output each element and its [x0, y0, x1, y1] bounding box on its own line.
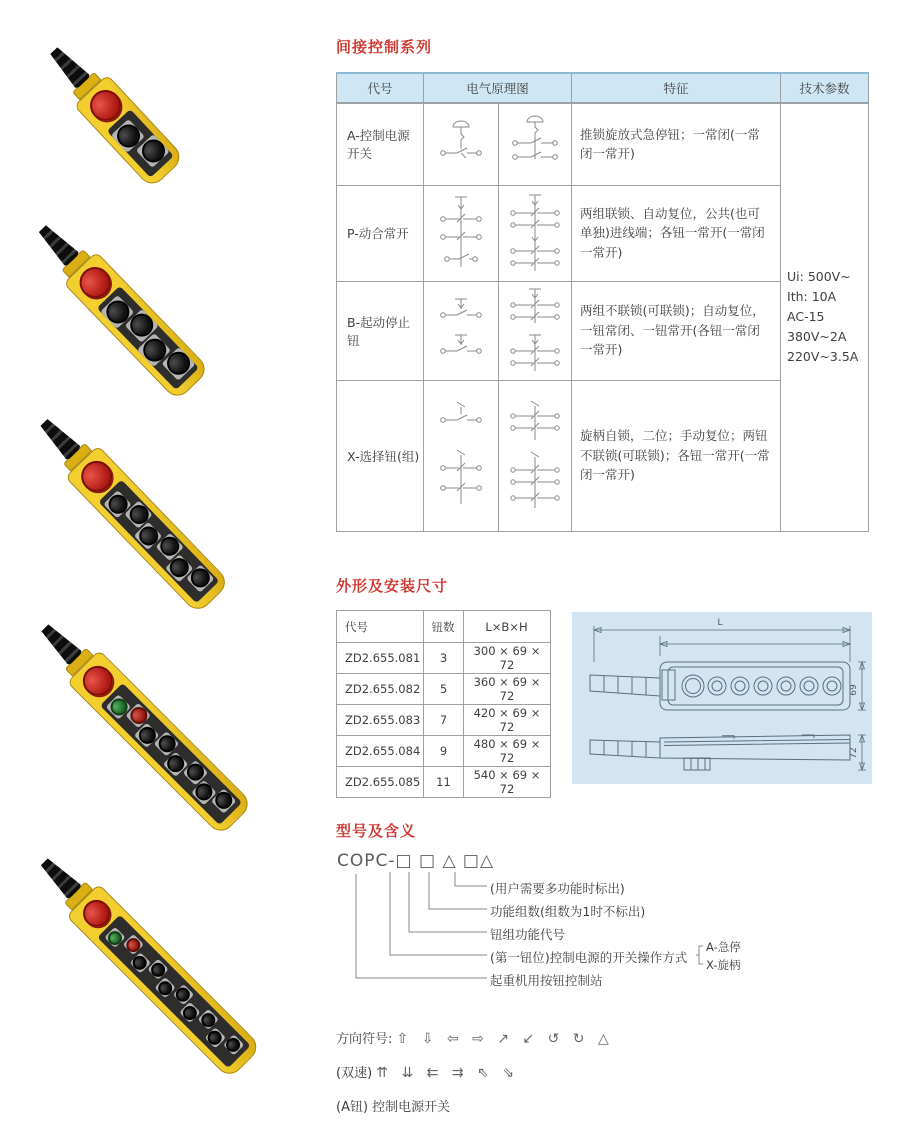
- table-row: ZD2.655.085 11 540 × 69 × 72: [337, 767, 551, 798]
- schematic-x-double: [499, 380, 572, 531]
- model-code-display: COPC-□ □ △ □△: [337, 851, 495, 871]
- pendant-body: [66, 883, 262, 1079]
- indirect-control-table: [336, 72, 869, 532]
- code-cell: X-选择钮(组): [337, 380, 424, 531]
- schematic-b-double: [499, 281, 572, 380]
- schematic-a-single: [424, 103, 499, 185]
- pendant-body: [65, 445, 231, 614]
- model-label-group-count: 功能组数(组数为1时不标出): [490, 904, 646, 919]
- header-button-count: 钮数: [424, 611, 464, 643]
- a-button-note: (A钮) 控制电源开关: [336, 1100, 451, 1115]
- pendant-body: [74, 74, 185, 189]
- dim-height-label: 72: [849, 747, 859, 759]
- table-row: ZD2.655.083 7 420 × 69 × 72: [337, 705, 551, 736]
- pendant-photo-7-button: [27, 406, 230, 614]
- dimensions-table: [336, 610, 551, 798]
- table-header-row: [337, 73, 869, 103]
- black-push-button[interactable]: [205, 1028, 225, 1048]
- schematic-p-single: [424, 185, 499, 281]
- header-tech: 技术参数: [781, 73, 869, 103]
- schematic-b-single: [424, 281, 499, 380]
- button-recess: [98, 479, 219, 603]
- schematic-p-double: [499, 185, 572, 281]
- code-cell: P-动合常开: [337, 185, 424, 281]
- button-recess: [100, 683, 242, 825]
- model-label-function-code: 钮组功能代号: [490, 927, 566, 942]
- schematic-a-double: [499, 103, 572, 185]
- button-recess: [97, 286, 199, 390]
- header-schematic: 电气原理图: [424, 73, 572, 103]
- button-plate: [222, 1034, 243, 1055]
- pendant-body: [67, 650, 254, 837]
- header-lbh: L×B×H: [464, 611, 551, 643]
- black-push-button[interactable]: [148, 959, 168, 979]
- red-push-button[interactable]: [123, 934, 143, 954]
- table-header-row: [337, 611, 551, 643]
- black-push-button[interactable]: [223, 1035, 243, 1055]
- table-row: ZD2.655.084 9 480 × 69 × 72: [337, 736, 551, 767]
- code-cell: B-起动停止钮: [337, 281, 424, 380]
- header-code: 代号: [337, 73, 424, 103]
- black-push-button[interactable]: [180, 1003, 200, 1023]
- table-row: ZD2.655.082 5 360 × 69 × 72: [337, 674, 551, 705]
- feature-cell: 两组联锁、自动复位，公共(也可单独)进线端；各钮一常开(一常闭一常开): [572, 185, 781, 281]
- section-title-model-meaning: 型号及含义: [336, 822, 417, 840]
- dual-speed-symbols-line: [336, 1062, 514, 1081]
- feature-cell: 旋柄自锁，二位；手动复位；两钮不联锁(可联锁)；各钮一常开(一常闭一常开): [572, 380, 781, 531]
- section-title-dimensions: 外形及安装尺寸: [336, 577, 449, 595]
- schematic-x-single: [424, 380, 499, 531]
- button-plate: [147, 959, 168, 980]
- button-plate: [172, 984, 193, 1005]
- tech-params-cell: Ui: 500V~ Ith: 10A AC-15 380V~2A 220V~3.5A: [781, 103, 869, 531]
- pendant-body: [63, 251, 210, 401]
- model-option-x-knob: X-旋柄: [706, 958, 741, 972]
- button-plate: [197, 1009, 218, 1030]
- direction-arrow-icons: ⇧ ⇩ ⇦ ⇨ ↗ ↙ ↺ ↻ △: [396, 1031, 609, 1047]
- black-push-button[interactable]: [198, 1009, 218, 1029]
- table-row: ZD2.655.081 3 300 × 69 × 72: [337, 643, 551, 674]
- feature-cell: 推锁旋放式急停钮；一常闭(一常闭一常开): [572, 103, 781, 185]
- black-push-button[interactable]: [130, 953, 150, 973]
- button-plate: [122, 934, 143, 955]
- table-row: [337, 103, 869, 185]
- header-features: 特征: [572, 73, 781, 103]
- code-cell: A-控制电源开关: [337, 103, 424, 185]
- outline-drawing-panel: [572, 612, 872, 784]
- dual-speed-label: (双速): [336, 1066, 373, 1081]
- outline-drawing: [572, 612, 872, 784]
- pendant-photo-5-button: [26, 213, 211, 402]
- model-label-crane-station: 起重机用按钮控制站: [490, 973, 603, 988]
- green-push-button[interactable]: [105, 928, 125, 948]
- header-code: 代号: [337, 611, 424, 643]
- pendant-photo-3-button: [37, 35, 185, 189]
- dim-length-label: L: [717, 618, 723, 628]
- model-label-power-switch-mode: (第一钮位)控制电源的开关操作方式: [490, 950, 688, 965]
- section-title-indirect-series: 间接控制系列: [336, 38, 433, 56]
- direction-symbols-line: [336, 1028, 609, 1047]
- black-push-button[interactable]: [155, 978, 175, 998]
- button-recess: [97, 914, 250, 1067]
- button-recess: [107, 109, 174, 178]
- direction-symbols-label: 方向符号:: [336, 1032, 393, 1047]
- dual-speed-arrow-icons: ⇈ ⇊ ⇇ ⇉ ⇖ ⇘: [376, 1065, 514, 1081]
- model-connector-lines: [336, 845, 876, 995]
- pendant-photo-9-button: [29, 612, 254, 837]
- dim-width-label: 69: [849, 684, 859, 696]
- model-label-multifunction: (用户需要多功能时标出): [490, 881, 625, 896]
- pendant-photo-11-button: [28, 845, 262, 1079]
- black-push-button[interactable]: [173, 984, 193, 1004]
- model-option-a-estop: A-急停: [706, 940, 741, 954]
- feature-cell: 两组不联锁(可联锁)；自动复位，一钮常闭、一钮常开(各钮一常闭一常开): [572, 281, 781, 380]
